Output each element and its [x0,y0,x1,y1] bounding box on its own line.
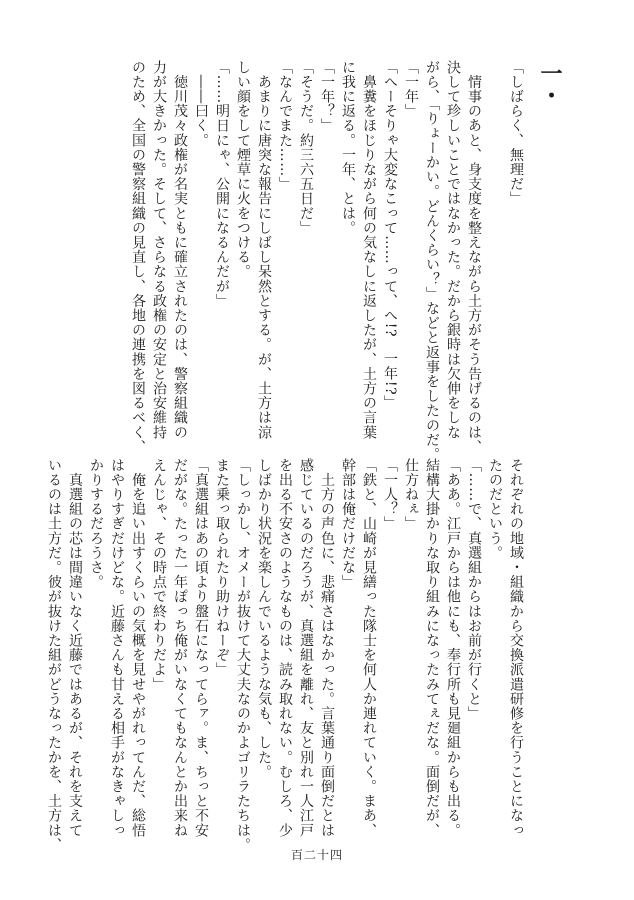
lower-text-line: えんじゃ、その時点で終わりだよ」 [151,458,167,692]
upper-text-line: 「一年」 [403,60,419,119]
upper-text-line [484,60,505,400]
upper-text-line: 「なんでまた……」 [277,60,293,192]
section-mark: 一・ [537,62,563,106]
lower-text-line: いるのは土方だ。彼が抜けた組がどうなったかを、土方は、 [46,458,62,853]
lower-text-line: はやりすぎだけどな。近藤さんも甘える相手がなきゃしっ [109,458,125,838]
lower-text-line: 俺を追い出すくらいの気概を見せやがれってんだ、総悟 [130,458,146,838]
lower-text-line: 結構大掛かりな取り組みになったみてぇだな。面倒だが、 [424,458,440,838]
lower-text-line: 「一人？」 [382,458,398,531]
upper-text-line: あまりに唐突な報告にしばし呆然とする。が、土方は涼 [256,60,272,440]
page-number: 百二十四 [290,848,343,862]
upper-text-line: 「へーそりゃ大変なこって……って、へ!? 一年!?」 [382,60,398,410]
lower-text-line: 真選組の芯は間違いなく近藤ではあるが、それを支えて [67,458,83,838]
lower-text-line: 土方の声色に、悲痛さはなかった。言葉通り面倒だとは [319,458,335,838]
lower-text-line: 仕方ねぇ」 [403,458,419,531]
lower-text-line: 感じているのだろうが、真選組を離れ、友と別れ一人江戸 [298,458,314,838]
upper-text-line: 「そうだ。約三六五日だ」 [298,60,314,236]
lower-text-line: 幹部は俺だけだな」 [340,458,356,590]
lower-text-line: たのだという。 [487,458,503,561]
lower-text-line: 「しっかし、オメーが抜けて大丈夫なのかよゴリラたちは。 [235,458,251,853]
lower-text-line: 「真選組はあの頃より盤石になってらァ。ま、ちっと不安 [193,458,209,838]
upper-text-line: がら、「りょーかい。どんくらい？」などと返事をしたのだ。 [424,60,440,462]
upper-text-line: 「……明日にゃ、公開になるんだが」 [214,60,230,309]
upper-text-line: ――曰く。 [193,60,209,148]
lower-text-line: しばかり状況を楽しんでいるような気も、した。 [256,458,272,780]
upper-text-line: 力が大きかった。そして、さらなる政権の安定と治安維持 [151,60,167,440]
upper-text-line: のため、全国の警察組織の見直し、各地の連携を図るべく、 [130,60,146,455]
lower-text-line: それぞれの地域・組織から交換派遣研修を行うことになっ [508,458,524,838]
lower-text-line: かりするだろうさ。 [88,458,104,590]
upper-text-line: 「一年？」 [319,60,335,133]
upper-text-line: に我に返る。一年、とは。 [340,60,356,236]
lower-text-line: 「鉄と、山崎が見繕った隊士を何人か連れていく。まあ、 [361,458,377,838]
upper-text-line: 情事のあと、身支度を整えながら土方がそう告げるのは、 [466,60,482,455]
upper-text-line: 決して珍しいことではなかった。だから銀時は欠伸をしな [445,60,461,440]
lower-text-line: 「……で、真選組からはお前が行くと」 [466,458,482,721]
upper-text-block [127,60,526,462]
upper-text-line: 「しばらく、無理だ」 [508,60,524,206]
lower-text-block [43,458,526,853]
upper-text-line: しい顔をして煙草に火をつける。 [235,60,251,279]
upper-text-line: 徳川茂々政権が名実ともに確立されたのは、警察組織の [172,60,188,440]
lower-text-line: だがな。たった一年ぽっち俺がいなくてもなんとか出来ね [172,458,188,838]
lower-text-line: また乗っ取られたり助けねーぞ」 [214,458,230,677]
upper-text-line: 鼻糞をほじりながら何の気なしに返したが、土方の言葉 [361,60,377,440]
lower-text-line: を出る不安さのようなものは、読み取れない。むしろ、少 [277,458,293,838]
lower-text-line: 「ああ。江戸からは他にも、奉行所も見廻組からも出る。 [445,458,461,838]
